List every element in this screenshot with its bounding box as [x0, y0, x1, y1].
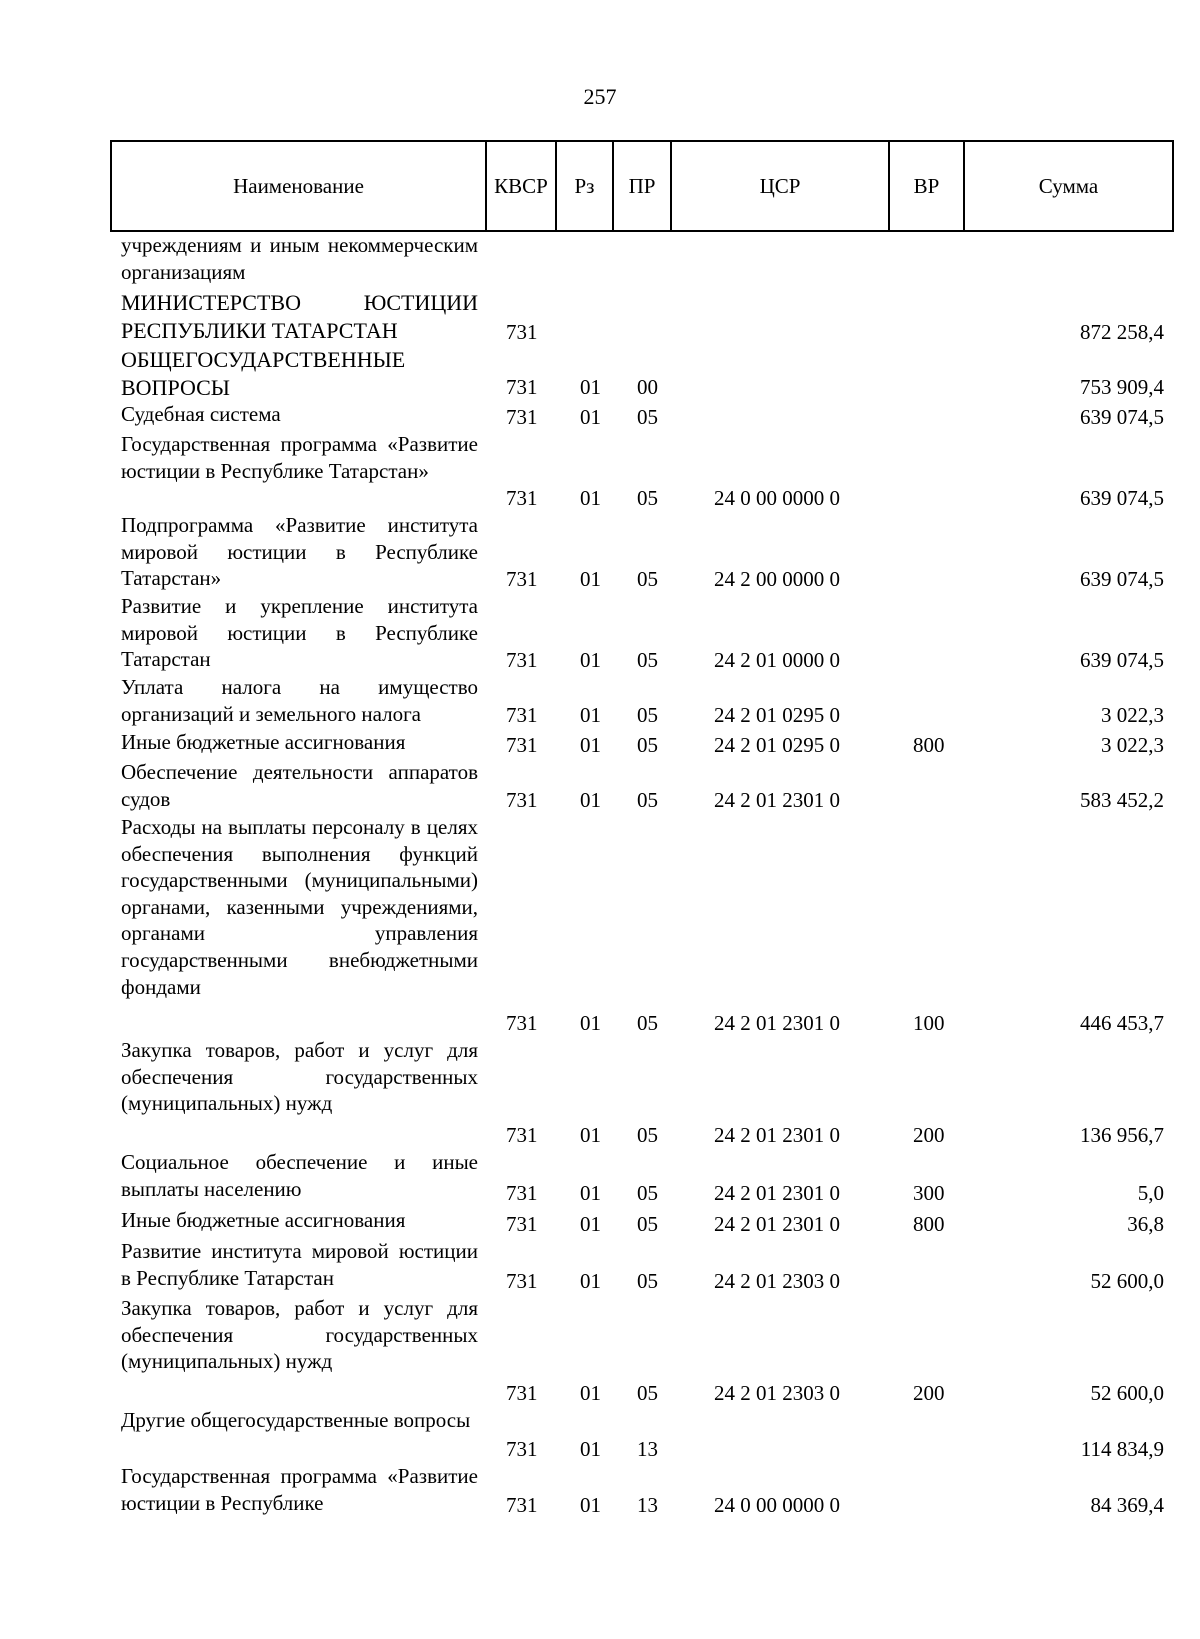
row-name: Уплата налога на имущество организаций и земельного налога: [121, 675, 478, 726]
row-kvsr: 731: [506, 788, 538, 813]
row-csr: 24 2 01 0295 0: [714, 733, 840, 758]
row-sum: 639 074,5: [1080, 486, 1164, 511]
row-vr: 200: [913, 1381, 945, 1406]
row-name: Закупка товаров, работ и услуг для обеспечения государственных (муниципальных) нужд: [121, 1296, 478, 1374]
row-csr: 24 2 01 2301 0: [714, 1123, 840, 1148]
row-kvsr: 731: [506, 648, 538, 673]
row-rz: 01: [580, 1011, 601, 1036]
row-sum: 583 452,2: [1080, 788, 1164, 813]
row-csr: 24 0 00 0000 0: [714, 486, 840, 511]
row-csr: 24 2 01 2303 0: [714, 1269, 840, 1294]
row-csr: 24 2 01 0000 0: [714, 648, 840, 673]
table-row: [0, 1207, 1200, 1238]
row-name: Развитие и укрепление института мировой юстиции в Республике Татарстан: [121, 594, 478, 672]
row-sum: 753 909,4: [1080, 375, 1164, 400]
row-sum: 3 022,3: [1101, 703, 1164, 728]
row-kvsr: 731: [506, 567, 538, 592]
row-pr: 05: [637, 1011, 658, 1036]
row-rz: 01: [580, 1212, 601, 1237]
row-csr: 24 2 01 2301 0: [714, 788, 840, 813]
row-kvsr: 731: [506, 320, 538, 345]
row-rz: 01: [580, 1493, 601, 1518]
row-rz: 01: [580, 1381, 601, 1406]
row-sum: 872 258,4: [1080, 320, 1164, 345]
row-pr: 05: [637, 1181, 658, 1206]
row-pr: 05: [637, 1123, 658, 1148]
table-row: [0, 814, 1200, 1037]
row-vr: 800: [913, 733, 945, 758]
row-pr: 00: [637, 375, 658, 400]
row-sum: 84 369,4: [1090, 1493, 1164, 1518]
table-row: [0, 674, 1200, 729]
header-pr: ПР: [614, 142, 672, 230]
row-pr: 05: [637, 567, 658, 592]
table-row: [0, 593, 1200, 674]
row-pr: 05: [637, 733, 658, 758]
row-name: Подпрограмма «Развитие института мировой юстиции в Республике Татарстан»: [121, 513, 478, 591]
row-sum: 52 600,0: [1090, 1381, 1164, 1406]
table-row: [0, 1407, 1200, 1463]
row-sum: 36,8: [1127, 1212, 1164, 1237]
row-rz: 01: [580, 567, 601, 592]
row-name: Развитие института мировой юстиции в Республике Татарстан: [121, 1239, 478, 1290]
row-csr: 24 2 01 2301 0: [714, 1011, 840, 1036]
row-pr: 05: [637, 405, 658, 430]
table-row: [0, 1295, 1200, 1407]
row-rz: 01: [580, 703, 601, 728]
row-kvsr: 731: [506, 1493, 538, 1518]
row-pr: 05: [637, 1269, 658, 1294]
row-kvsr: 731: [506, 1212, 538, 1237]
row-kvsr: 731: [506, 1181, 538, 1206]
header-sum: Сумма: [1038, 173, 1099, 198]
row-kvsr: 731: [506, 375, 538, 400]
row-rz: 01: [580, 375, 601, 400]
table-row: [0, 1037, 1200, 1149]
row-rz: 01: [580, 405, 601, 430]
row-rz: 01: [580, 1269, 601, 1294]
table-row: [0, 1149, 1200, 1207]
row-name: Государственная программа «Развитие юстиции в Республике Татарстан»: [121, 432, 478, 483]
table-row: [0, 431, 1200, 512]
row-kvsr: 731: [506, 1269, 538, 1294]
row-rz: 01: [580, 1123, 601, 1148]
row-pr: 05: [637, 1212, 658, 1237]
header-kvsr: КВСР: [487, 142, 557, 230]
row-name: учреждениям и иным некоммерческим организациям: [121, 233, 478, 284]
row-sum: 639 074,5: [1080, 567, 1164, 592]
row-kvsr: 731: [506, 405, 538, 430]
table-row: [0, 289, 1200, 346]
table-row: [0, 759, 1200, 814]
row-kvsr: 731: [506, 733, 538, 758]
row-csr: 24 2 00 0000 0: [714, 567, 840, 592]
row-rz: 01: [580, 1181, 601, 1206]
table-body: [0, 232, 1200, 1519]
row-rz: 01: [580, 486, 601, 511]
row-pr: 05: [637, 486, 658, 511]
row-kvsr: 731: [506, 1123, 538, 1148]
row-name: Расходы на выплаты персоналу в целях обеспечения выполнения функций государственными (муниципальными) органами, казенными учреждениями, органами управления государственными внебюджетными фондами: [121, 815, 478, 999]
table-row: [0, 232, 1200, 289]
row-pr: 05: [637, 703, 658, 728]
row-sum: 114 834,9: [1080, 1437, 1164, 1462]
row-vr: 200: [913, 1123, 945, 1148]
row-kvsr: 731: [506, 486, 538, 511]
row-vr: 300: [913, 1181, 945, 1206]
row-rz: 01: [580, 648, 601, 673]
header-csr: ЦСР: [672, 142, 890, 230]
row-vr: 100: [913, 1011, 945, 1036]
table-row: [0, 729, 1200, 759]
row-csr: 24 2 01 2301 0: [714, 1181, 840, 1206]
row-kvsr: 731: [506, 1381, 538, 1406]
row-csr: 24 2 01 0295 0: [714, 703, 840, 728]
row-rz: 01: [580, 1437, 601, 1462]
row-name: Государственная программа «Развитие юстиции в Республике: [121, 1464, 478, 1515]
row-rz: 01: [580, 788, 601, 813]
row-sum: 3 022,3: [1101, 733, 1164, 758]
row-csr: 24 0 00 0000 0: [714, 1493, 840, 1518]
row-rz: 01: [580, 733, 601, 758]
table-row: [0, 401, 1200, 431]
row-name: Другие общегосударственные вопросы: [121, 1408, 471, 1432]
row-vr: 800: [913, 1212, 945, 1237]
row-name: Обеспечение деятельности аппаратов судов: [121, 760, 478, 811]
row-sum: 5,0: [1137, 1181, 1164, 1206]
row-pr: 05: [637, 1381, 658, 1406]
header-vr: ВР: [890, 142, 965, 230]
row-name: Иные бюджетные ассигнования: [121, 1208, 406, 1232]
row-csr: 24 2 01 2301 0: [714, 1212, 840, 1237]
row-kvsr: 731: [506, 1011, 538, 1036]
row-name: МИНИСТЕРСТВО ЮСТИЦИИ РЕСПУБЛИКИ ТАТАРСТАН: [121, 290, 478, 343]
row-name: Закупка товаров, работ и услуг для обеспечения государственных (муниципальных) нужд: [121, 1038, 478, 1116]
row-kvsr: 731: [506, 703, 538, 728]
row-pr: 13: [637, 1493, 658, 1518]
table-row: [0, 1463, 1200, 1519]
row-sum: 639 074,5: [1080, 405, 1164, 430]
row-sum: 136 956,7: [1080, 1123, 1164, 1148]
table-row: [0, 1238, 1200, 1295]
page-number: 257: [583, 84, 617, 109]
row-sum: 446 453,7: [1080, 1011, 1164, 1036]
row-pr: 05: [637, 648, 658, 673]
row-csr: 24 2 01 2303 0: [714, 1381, 840, 1406]
table-header: [110, 140, 1174, 232]
row-name: Социальное обеспечение и иные выплаты населению: [121, 1150, 478, 1201]
row-sum: 52 600,0: [1090, 1269, 1164, 1294]
row-kvsr: 731: [506, 1437, 538, 1462]
row-pr: 13: [637, 1437, 658, 1462]
row-sum: 639 074,5: [1080, 648, 1164, 673]
row-name: ОБЩЕГОСУДАРСТВЕННЫЕ ВОПРОСЫ: [121, 347, 406, 400]
row-pr: 05: [637, 788, 658, 813]
table-row: [0, 346, 1200, 401]
row-name: Иные бюджетные ассигнования: [121, 730, 406, 754]
table-row: [0, 512, 1200, 593]
row-name: Судебная система: [121, 402, 281, 426]
header-rz: Рз: [557, 142, 614, 230]
header-name: Наименование: [112, 142, 487, 230]
